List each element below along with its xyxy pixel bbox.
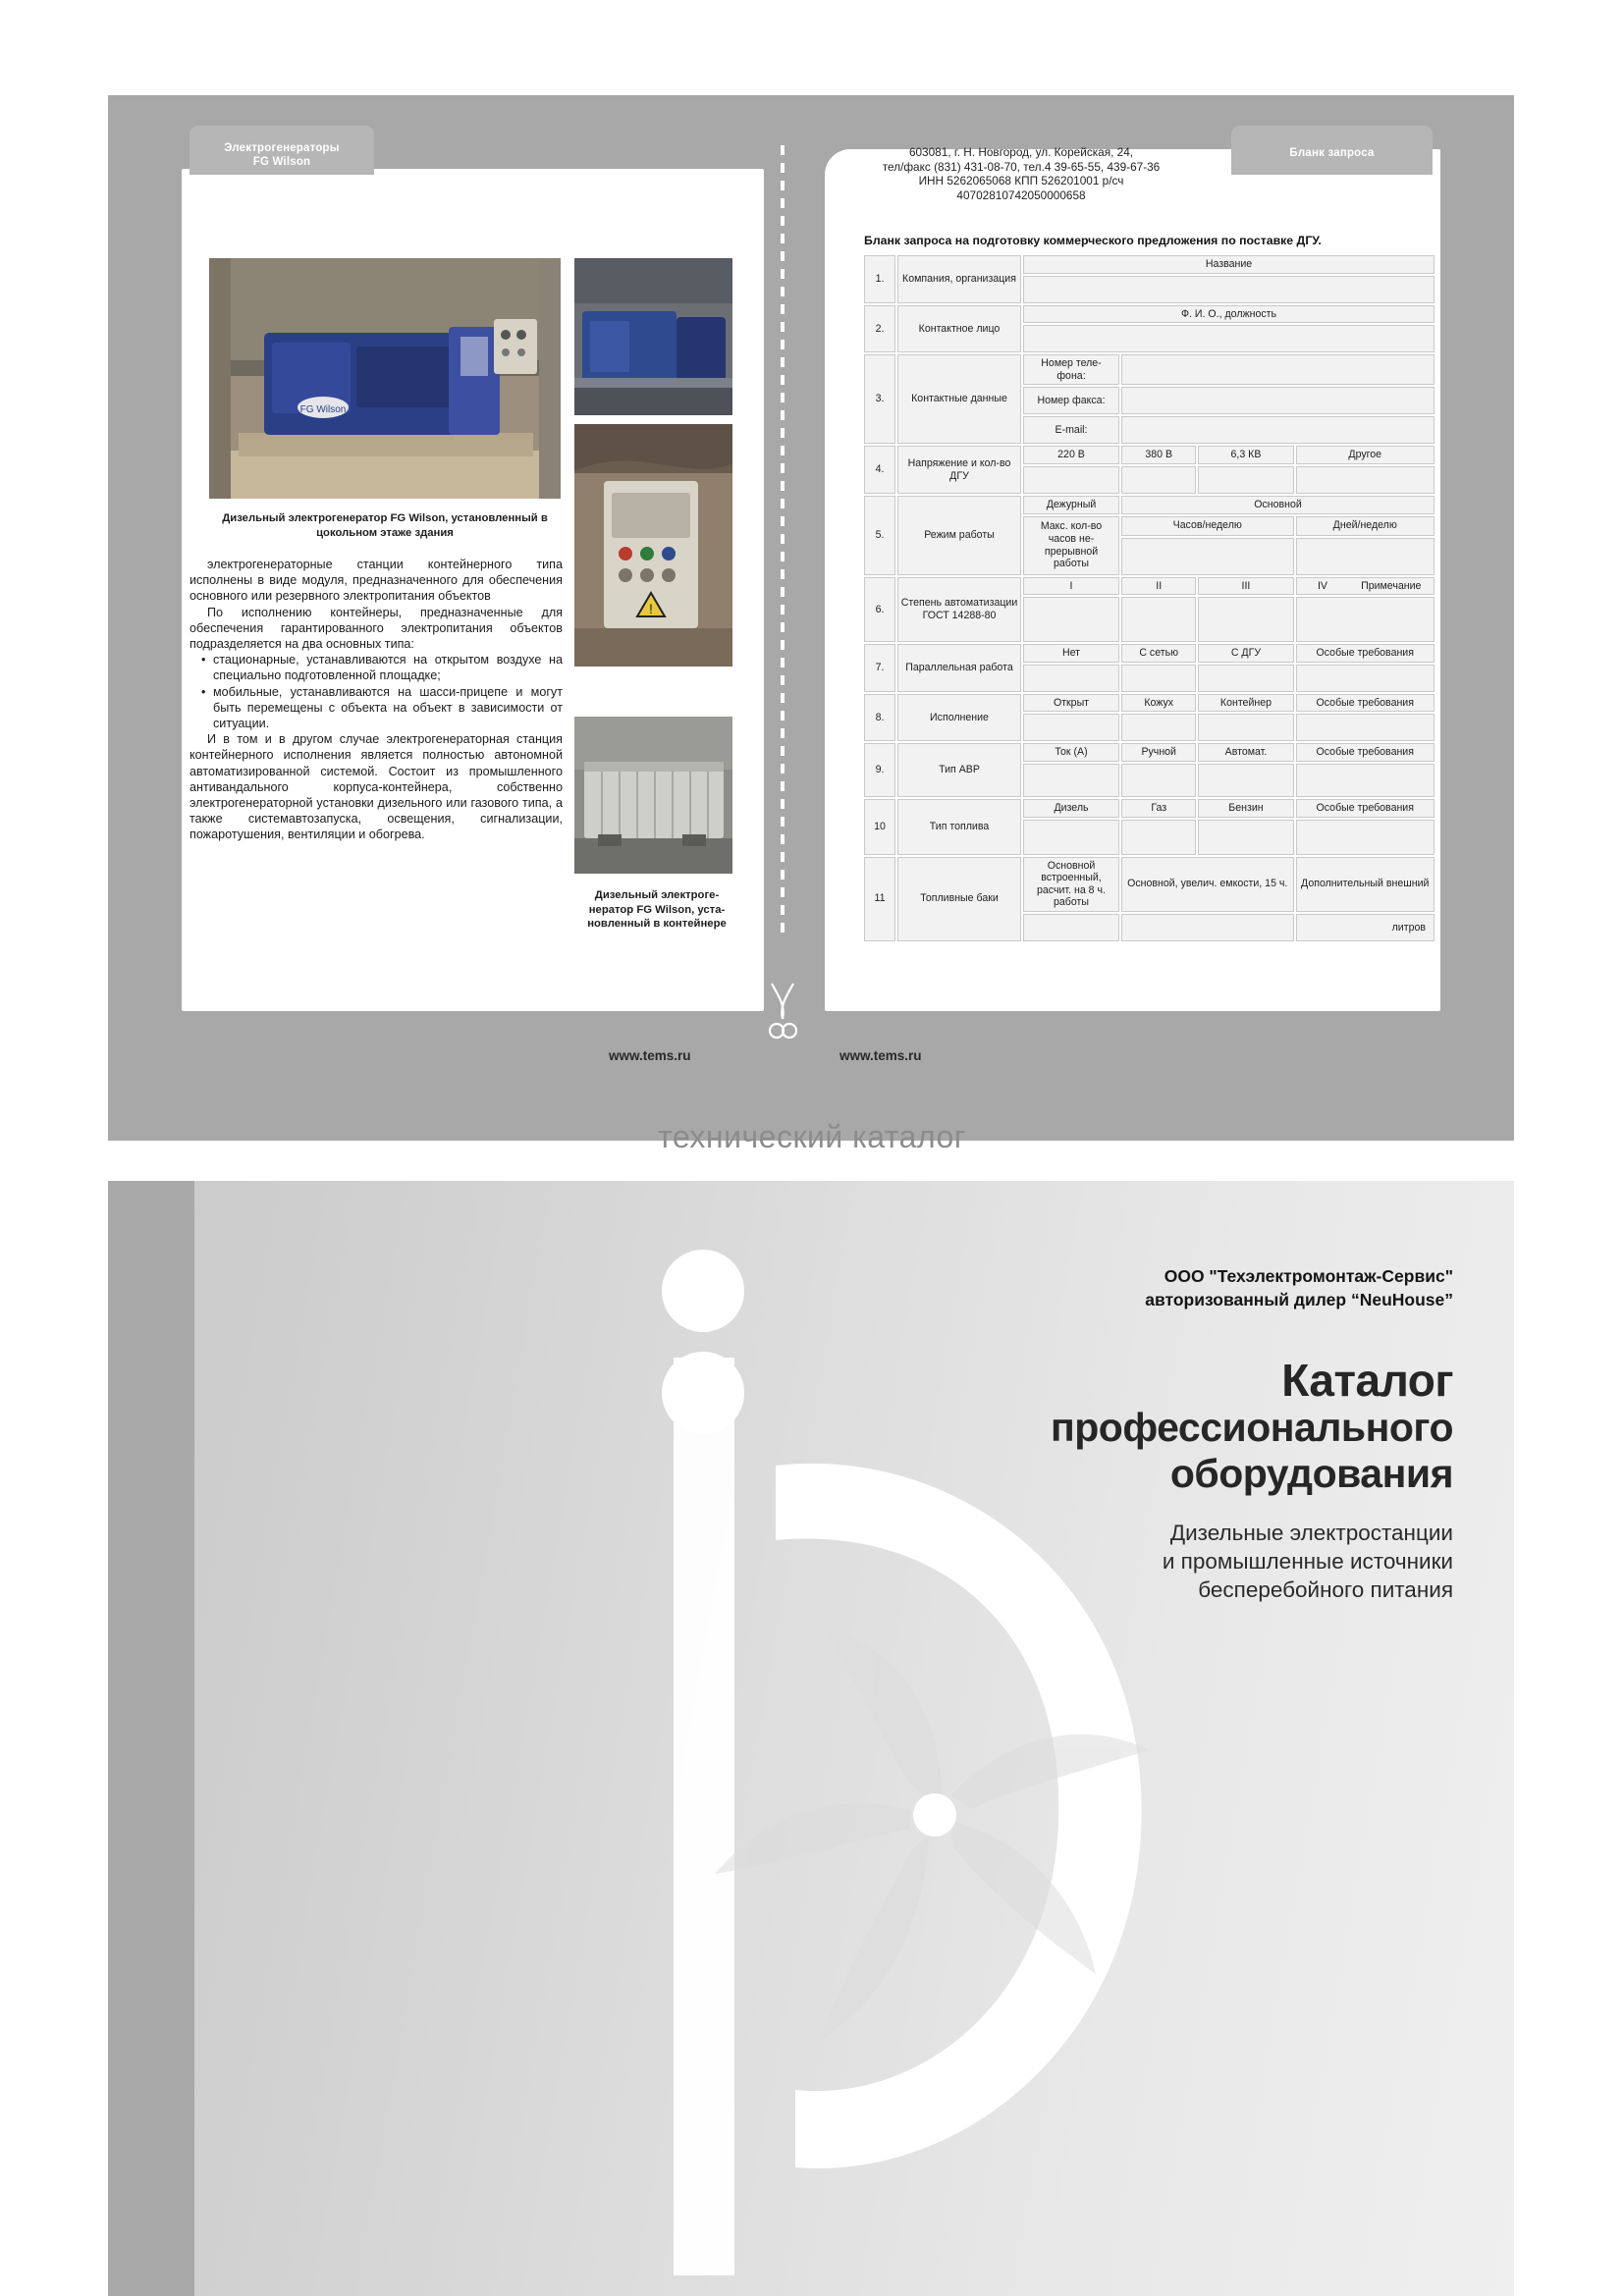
- cover-company-line2: авторизованный дилер “NeuHouse”: [1145, 1290, 1453, 1309]
- row-label: Контактное лицо: [897, 305, 1021, 353]
- cover-title-line1: Каталог: [1281, 1355, 1453, 1406]
- table-row: [864, 255, 1435, 274]
- photo-control-panel: [574, 424, 732, 667]
- table-row: [864, 799, 1435, 818]
- row-number: 2.: [864, 305, 895, 353]
- photo-generator-basement: [209, 258, 561, 499]
- cell-input[interactable]: [1296, 820, 1435, 855]
- address-line-2: тел/факс (831) 431-08-70, тел.4 39-65-55, 439-67-36: [882, 159, 1161, 174]
- cell-unit-liters: литров: [1296, 914, 1435, 941]
- tab-request-form-label: Бланк запроса: [1289, 147, 1375, 159]
- photo-container-unit: [574, 717, 732, 874]
- article-body: [189, 557, 563, 843]
- cell-input[interactable]: [1023, 764, 1119, 797]
- cell-head: Газ: [1121, 799, 1196, 818]
- cell-head: I: [1023, 577, 1119, 596]
- cover-left-band: [108, 1181, 194, 2296]
- cell-head: С сетью: [1121, 644, 1196, 663]
- cover-subtitle: [638, 1519, 1453, 1604]
- cell-input[interactable]: [1198, 466, 1293, 494]
- svg-text:FG Wilson: FG Wilson: [299, 404, 347, 415]
- tab-request-form[interactable]: [1231, 126, 1433, 175]
- address-line-1: 603081, г. Н. Новгород, ул. Корейская, 24,: [908, 145, 1134, 159]
- perforation-line: [781, 145, 785, 970]
- cover-text-block: [638, 1264, 1453, 1604]
- cell-head: Автомат.: [1198, 743, 1293, 762]
- form-title: Бланк запроса на подготовку коммерческого предложения по поставке ДГУ.: [864, 234, 1322, 247]
- cell-head: Основной встроенный, расчит. на 8 ч. работы: [1023, 857, 1119, 912]
- caption-photo-container: Дизельный электрогенератор FG Wilson, установленный в контейнере: [587, 889, 727, 930]
- cell-head: III: [1198, 577, 1293, 596]
- cell-head: 380 В: [1121, 446, 1196, 464]
- cell-head: Ручной: [1121, 743, 1196, 762]
- tab-electrogenerators-line1: Электрогенераторы: [224, 142, 340, 154]
- cover-title-line2: профессионального: [1050, 1405, 1453, 1450]
- cell-head: Основной, увелич. емкости, 15 ч.: [1121, 857, 1294, 912]
- cell-input[interactable]: [1296, 466, 1435, 494]
- cell-input[interactable]: [1296, 538, 1435, 575]
- table-row: [864, 644, 1435, 663]
- cell-head: Макс. кол-во часов непрерывной работы: [1023, 516, 1119, 575]
- cell-input[interactable]: [1023, 466, 1119, 494]
- table-row: [864, 496, 1435, 514]
- row-number: 6.: [864, 577, 895, 643]
- cover-subtitle-line2: и промышленные источники: [1162, 1549, 1453, 1574]
- row-number: 7.: [864, 644, 895, 692]
- article-bullet-1: • стационарные, устанавливаются на открытом воздухе на специально подготовленной площадке;: [213, 652, 563, 683]
- cell-input[interactable]: [1198, 714, 1293, 741]
- cell-head: Особые требования: [1296, 799, 1435, 818]
- cell-head: Дополнительный внешний: [1296, 857, 1435, 912]
- cell-input[interactable]: [1121, 538, 1294, 575]
- row-number: 8.: [864, 694, 895, 742]
- cell-head: Особые требования: [1296, 743, 1435, 762]
- cell-input[interactable]: [1023, 820, 1119, 855]
- footer-link-right[interactable]: www.tems.ru: [839, 1048, 922, 1063]
- cover-company-line1: ООО "Техэлектромонтаж-Сервис": [1164, 1266, 1453, 1286]
- cell-input[interactable]: [1023, 914, 1119, 941]
- catalog-cover: [108, 1181, 1514, 2296]
- cover-company: [638, 1264, 1453, 1311]
- cell-head: Основной: [1121, 496, 1435, 514]
- row-label: Напряжение и кол-во ДГУ: [897, 446, 1021, 494]
- table-row: [864, 743, 1435, 762]
- row-number: 1.: [864, 255, 895, 303]
- scissors-icon: [756, 982, 809, 1041]
- row-number: 4.: [864, 446, 895, 494]
- cell-head: Открыт: [1023, 694, 1119, 713]
- cell-head: Дней/неделю: [1296, 516, 1435, 536]
- row-number: 11: [864, 857, 895, 941]
- request-form-table: [862, 253, 1436, 943]
- cell-head: IV: [1297, 578, 1349, 595]
- table-row: [864, 577, 1435, 596]
- cell-input[interactable]: [1121, 764, 1196, 797]
- row-label: Степень автоматизации ГОСТ 14288-80: [897, 577, 1021, 643]
- cell-head: 220 В: [1023, 446, 1119, 464]
- cell-head: Номер теле- фона:: [1023, 354, 1119, 385]
- tab-electrogenerators-line2: FG Wilson: [252, 156, 311, 168]
- cell-input[interactable]: [1198, 597, 1293, 642]
- cell-head: II: [1121, 577, 1196, 596]
- article-paragraph-1: электрогенераторные станции контейнерного типа исполнены в виде модуля, предназначенного для обеспечения основного или резервного электропитания объектов: [189, 558, 563, 604]
- table-row: [864, 305, 1435, 324]
- cell-input[interactable]: [1296, 714, 1435, 741]
- svg-text:!: !: [649, 601, 653, 616]
- cell-input[interactable]: [1023, 714, 1119, 741]
- cell-head: Номер факса:: [1023, 387, 1119, 414]
- cell-input[interactable]: [1023, 325, 1435, 352]
- cell-input[interactable]: [1121, 597, 1196, 642]
- cell-head: Дизель: [1023, 799, 1119, 818]
- cell-head: Примечание: [1349, 578, 1435, 595]
- cell-input[interactable]: [1121, 387, 1435, 414]
- cell-head: Нет: [1023, 644, 1119, 663]
- address-line-4: 40702810742050000658: [956, 187, 1086, 202]
- table-row: [864, 354, 1435, 385]
- row-label: Топливные баки: [897, 857, 1021, 941]
- cell-input[interactable]: [1121, 665, 1196, 692]
- cell-input[interactable]: [1198, 820, 1293, 855]
- cell-input[interactable]: [1121, 416, 1435, 444]
- cell-input[interactable]: [1121, 820, 1196, 855]
- cover-subtitle-line3: бесперебойного питания: [1198, 1577, 1453, 1602]
- cell-input[interactable]: [1121, 714, 1196, 741]
- cell-head: С ДГУ: [1198, 644, 1293, 663]
- cell-head: Бензин: [1198, 799, 1293, 818]
- cell-head: Название: [1023, 255, 1435, 274]
- article-bullet-2: • мобильные, устанавливаются на шасси-прицепе и могут быть перемещены с объекта на объект в зависимости от ситуации.: [213, 684, 563, 732]
- cell-head: Ток (А): [1023, 743, 1119, 762]
- photo-generator-unit: [574, 258, 732, 415]
- cell-input[interactable]: [1121, 914, 1294, 941]
- cell-input[interactable]: [1023, 665, 1119, 692]
- table-row: [864, 857, 1435, 912]
- cell-head: Ф. И. О., должность: [1023, 305, 1435, 324]
- row-label: Контактные данные: [897, 354, 1021, 444]
- cell-input[interactable]: [1121, 466, 1196, 494]
- cell-input[interactable]: [1198, 665, 1293, 692]
- row-label: Параллельная работа: [897, 644, 1021, 692]
- row-label: Компания, организация: [897, 255, 1021, 303]
- cell-input[interactable]: [1198, 764, 1293, 797]
- caption-photo-basement: Дизельный электрогенератор FG Wilson, установленный в цокольном этаже здания: [222, 512, 548, 539]
- cell-head: Часов/неделю: [1121, 516, 1294, 536]
- article-bullet-list: [189, 652, 563, 731]
- cell-head: Особые требования: [1296, 694, 1435, 713]
- tab-electrogenerators[interactable]: [189, 126, 374, 175]
- row-number: 3.: [864, 354, 895, 444]
- row-label: Тип топлива: [897, 799, 1021, 855]
- table-row: [864, 446, 1435, 464]
- cell-head: Дежурный: [1023, 496, 1119, 514]
- row-number: 10: [864, 799, 895, 855]
- row-label: Режим работы: [897, 496, 1021, 575]
- row-number: 9.: [864, 743, 895, 797]
- cell-head: Другое: [1296, 446, 1435, 464]
- article-paragraph-3: И в том и в другом случае электрогенераторная станция контейнерного исполнения является полностью автономной автоматизированной системой. Состоит из промышленного антивандального корпуса-контейнера, собственно электрогенераторной установки дизельного или газового типа, а также системавтозапуска, освещения, сигнализации, пожаротушения, вентиляции и обогрева.: [189, 732, 563, 842]
- company-address-block: [839, 145, 1203, 202]
- cell-input[interactable]: [1296, 597, 1435, 642]
- article-paragraph-2: По исполнению контейнеры, предназначенные для обеспечения гарантированного электропитания объектов подразделяется на два основных типа:: [189, 605, 563, 652]
- section-banner-title: технический каталог: [658, 1119, 966, 1154]
- cover-subtitle-line1: Дизельные электростанции: [1169, 1521, 1453, 1545]
- row-label: Исполнение: [897, 694, 1021, 742]
- cell-head: Кожух: [1121, 694, 1196, 713]
- row-label: Тип АВР: [897, 743, 1021, 797]
- cell-head: Особые требования: [1296, 644, 1435, 663]
- cell-input[interactable]: [1023, 597, 1119, 642]
- cell-head: Контейнер: [1198, 694, 1293, 713]
- cell-input[interactable]: [1121, 354, 1435, 385]
- address-line-3: ИНН 5262065068 КПП 526201001 р/сч: [918, 174, 1124, 188]
- cell-input[interactable]: [1296, 665, 1435, 692]
- row-number: 5.: [864, 496, 895, 575]
- footer-link-left[interactable]: www.tems.ru: [609, 1048, 691, 1063]
- cell-input[interactable]: [1296, 764, 1435, 797]
- cell-head: E-mail:: [1023, 416, 1119, 444]
- cell-input[interactable]: [1023, 276, 1435, 303]
- cover-title-line3: оборудования: [1169, 1451, 1453, 1496]
- cell-head: 6,3 КВ: [1198, 446, 1293, 464]
- table-row: [864, 694, 1435, 713]
